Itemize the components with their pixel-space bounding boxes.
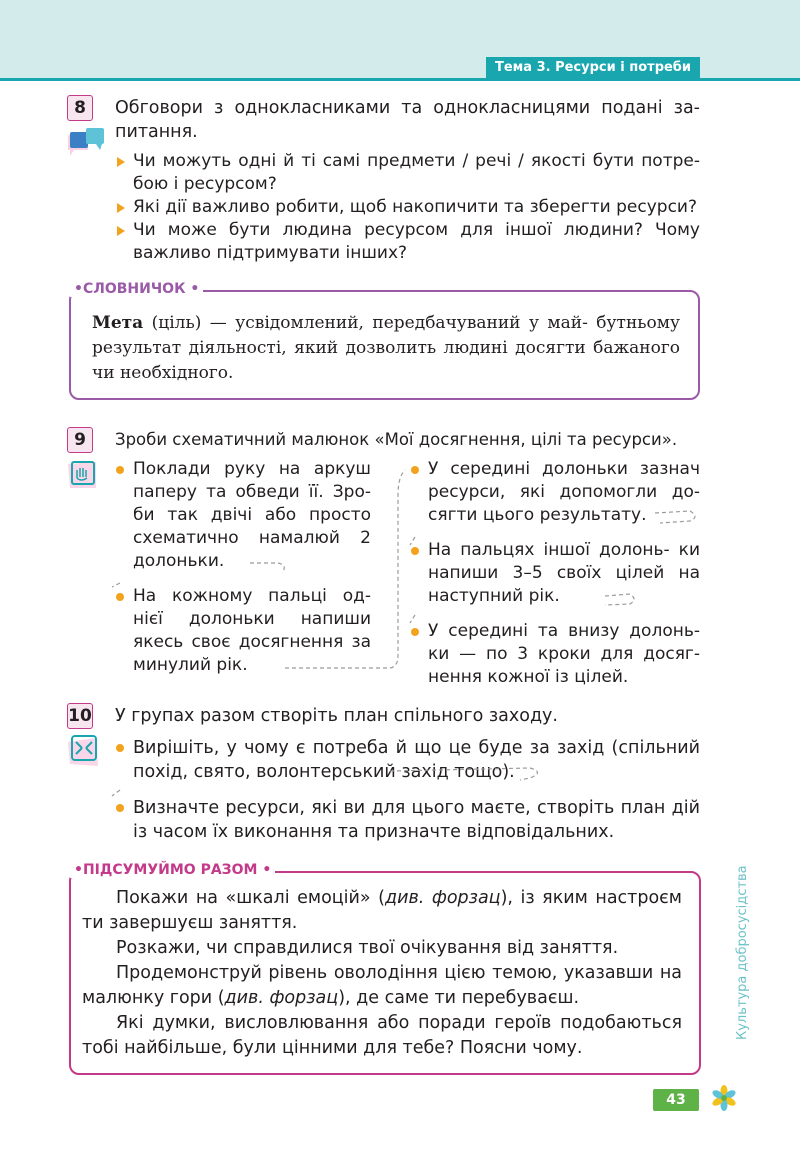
task-10-connector xyxy=(100,760,560,820)
drawing-hand-icon xyxy=(66,458,100,490)
glossary-term: Мета xyxy=(92,313,144,333)
flower-icon xyxy=(710,1084,738,1112)
list-item: Визначте ресурси, які ви для цього маєте, створіть план дій із часом їх виконання та призначте відповідальних. xyxy=(115,796,700,844)
task-8-number: 8 xyxy=(67,95,93,121)
list-item: Вирішіть, у чому є потреба й що це буде за захід (спільний похід, свято, волонтерський захід тощо). xyxy=(115,736,700,784)
step-flow-connectors xyxy=(100,455,710,685)
list-item: У середині та внизу долонь- ки — по 3 кроки для досяг- нення кожної із цілей. xyxy=(410,620,700,689)
list-item: Які дії важливо робити, щоб накопичити та зберегти ресурси? xyxy=(115,196,700,219)
list-item: На кожному пальці од- нієї долоньки напиши якесь своє досягнення за минулий рік. xyxy=(115,585,371,677)
task-8-questions xyxy=(115,150,700,265)
summary-paragraph: Які думки, висловлювання або поради героїв подобаються тобі найбільше, були цінними для тебе? Поясни чому. xyxy=(82,1013,682,1058)
glossary-title: •СЛОВНИЧОК • xyxy=(70,281,203,297)
list-item: У середині долоньки зазнач ресурси, які допомогли до- сягти цього результату. xyxy=(410,458,700,527)
list-item: Чи може бути людина ресурсом для іншої людини? Чому важливо підтримувати інших? xyxy=(115,219,700,265)
task-8-text: Обговори з однокласниками та однокласницями подані за- питання. xyxy=(115,98,700,142)
task-10-text: У групах разом створіть план спільного заходу. xyxy=(115,706,558,726)
topic-label: Тема 3. Ресурси і потреби xyxy=(486,57,700,79)
group-hands-icon xyxy=(66,732,102,768)
page-number: 43 xyxy=(653,1089,699,1111)
summary-paragraph: Продемонструй рівень оволодіння цією темою, указавши на малюнку гори (див. форзац), де саме ти перебуваєш. xyxy=(82,963,682,1008)
list-item: На пальцях іншої долонь- ки напиши 3–5 своїх цілей на наступний рік. xyxy=(410,539,700,608)
side-caption: Культура добросусідства xyxy=(735,865,750,1040)
summary-paragraph: Покажи на «шкалі емоцій» (див. форзац), із яким настроєм ти завершуєш заняття. xyxy=(82,888,682,933)
discussion-icon xyxy=(66,126,108,158)
summary-paragraph: Розкажи, чи справдилися твої очікування від заняття. xyxy=(116,938,619,958)
list-item: Чи можуть одні й ті самі предмети / речі / якості бути потре- бою і ресурсом? xyxy=(115,150,700,196)
task-9-text: Зроби схематичний малюнок «Мої досягнення, цілі та ресурси». xyxy=(115,430,678,449)
glossary-definition xyxy=(92,311,680,386)
task-10-number: 10 xyxy=(67,703,93,729)
glossary-definition-text: (ціль) — усвідомлений, передбачуваний у май- бутньому результат діяльності, який дозволить людині досягти бажаного чи необхідного. xyxy=(92,313,680,383)
summary-title: •ПІДСУМУЙМО РАЗОМ • xyxy=(70,862,275,878)
task-9-number: 9 xyxy=(67,427,93,453)
summary-text xyxy=(82,886,682,1061)
list-item: Поклади руку на аркуш паперу та обведи її. Зро- би так двічі або просто схематично намалюй 2 долоньки. xyxy=(115,458,371,573)
